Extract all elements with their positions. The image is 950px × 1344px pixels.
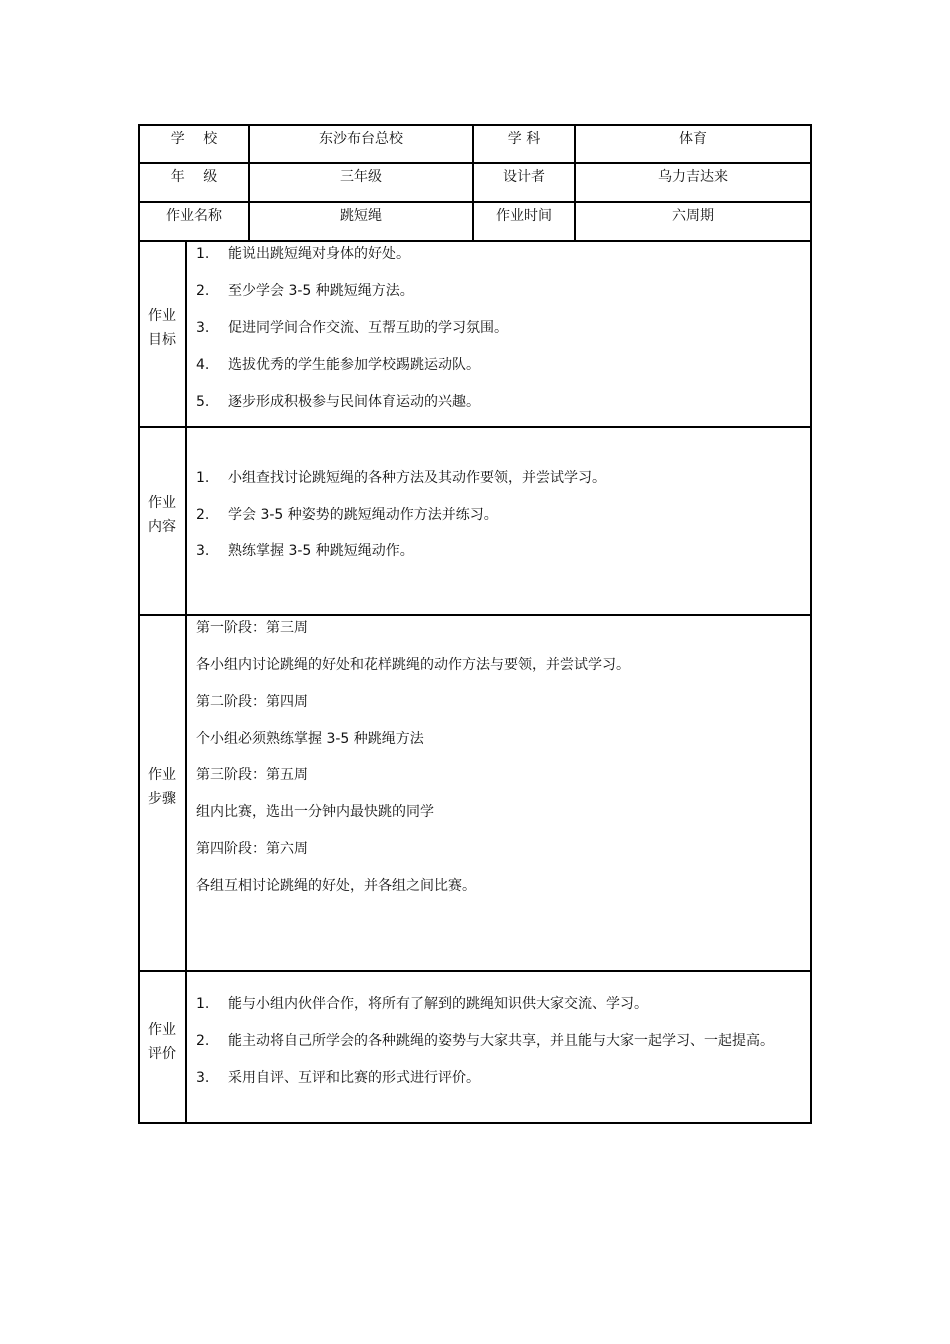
evaluation-item-number: 3. bbox=[196, 1070, 210, 1086]
steps-label-line2: 步骤 bbox=[148, 791, 176, 807]
row-divider bbox=[138, 970, 812, 972]
designer-label: 设计者 bbox=[503, 169, 545, 185]
steps-label bbox=[139, 763, 185, 811]
evaluation-item-number: 1. bbox=[196, 996, 210, 1012]
step-line: 第三阶段：第五周 bbox=[196, 767, 308, 783]
goals-label bbox=[139, 304, 185, 352]
goal-item bbox=[196, 319, 508, 337]
goal-item-text: 逐步形成积极参与民间体育运动的兴趣。 bbox=[228, 394, 480, 410]
designer-value: 乌力吉达来 bbox=[658, 169, 728, 185]
grade-label: 年 级 bbox=[170, 169, 218, 185]
evaluation-label-line1: 作业 bbox=[148, 1022, 176, 1038]
goal-item-text: 能说出跳短绳对身体的好处。 bbox=[228, 246, 410, 262]
content-item-text: 学会 3-5 种姿势的跳短绳动作方法并练习。 bbox=[228, 507, 498, 523]
step-line: 各组互相讨论跳绳的好处，并各组之间比赛。 bbox=[196, 878, 476, 894]
goal-item bbox=[196, 356, 480, 374]
content-item-number: 2. bbox=[196, 507, 210, 523]
goal-item-text: 选拔优秀的学生能参加学校踢跳运动队。 bbox=[228, 357, 480, 373]
content-label-line2: 内容 bbox=[148, 519, 176, 535]
task-name-label: 作业名称 bbox=[166, 208, 222, 224]
content-item-text: 熟练掌握 3-5 种跳短绳动作。 bbox=[228, 543, 414, 559]
grade-value: 三年级 bbox=[340, 169, 382, 185]
step-line: 各小组内讨论跳绳的好处和花样跳绳的动作方法与要领，并尝试学习。 bbox=[196, 657, 630, 673]
goal-item bbox=[196, 282, 414, 300]
evaluation-item bbox=[196, 1069, 480, 1087]
goal-item-text: 促进同学间合作交流、互帮互助的学习氛围。 bbox=[228, 320, 508, 336]
content-item-number: 3. bbox=[196, 543, 210, 559]
content-label-line1: 作业 bbox=[148, 495, 176, 511]
homework-design-table bbox=[138, 124, 812, 1124]
task-time-value: 六周期 bbox=[672, 208, 714, 224]
evaluation-item-number: 2. bbox=[196, 1033, 210, 1049]
goal-item-number: 1. bbox=[196, 246, 210, 262]
goal-item-number: 3. bbox=[196, 320, 210, 336]
goal-item bbox=[196, 245, 410, 263]
subject-label: 学 科 bbox=[507, 131, 541, 147]
content-label bbox=[139, 491, 185, 539]
step-line: 第一阶段：第三周 bbox=[196, 620, 308, 636]
goal-item bbox=[196, 393, 480, 411]
content-item bbox=[196, 469, 606, 487]
subject-value: 体育 bbox=[679, 131, 707, 147]
steps-label-line1: 作业 bbox=[148, 767, 176, 783]
school-value: 东沙布台总校 bbox=[319, 131, 403, 147]
task-name-value: 跳短绳 bbox=[340, 208, 382, 224]
row-divider bbox=[138, 240, 812, 242]
step-line: 组内比赛，选出一分钟内最快跳的同学 bbox=[196, 804, 434, 820]
table-border-left bbox=[138, 124, 140, 1124]
goals-label-line1: 作业 bbox=[148, 308, 176, 324]
table-border-top bbox=[138, 124, 812, 126]
goals-label-line2: 目标 bbox=[148, 332, 176, 348]
goal-item-text: 至少学会 3-5 种跳短绳方法。 bbox=[228, 283, 414, 299]
row-divider bbox=[138, 614, 812, 616]
evaluation-item bbox=[196, 1032, 774, 1050]
task-time-label: 作业时间 bbox=[496, 208, 552, 224]
step-line: 个小组必须熟练掌握 3-5 种跳绳方法 bbox=[196, 731, 424, 747]
goal-item-number: 4. bbox=[196, 357, 210, 373]
row-divider bbox=[138, 426, 812, 428]
step-line: 第四阶段：第六周 bbox=[196, 841, 308, 857]
content-item bbox=[196, 542, 414, 560]
step-line: 第二阶段：第四周 bbox=[196, 694, 308, 710]
content-item-number: 1. bbox=[196, 470, 210, 486]
content-item-text: 小组查找讨论跳短绳的各种方法及其动作要领，并尝试学习。 bbox=[228, 470, 606, 486]
evaluation-item bbox=[196, 995, 648, 1013]
evaluation-item-text: 能主动将自己所学会的各种跳绳的姿势与大家共享，并且能与大家一起学习、一起提高。 bbox=[228, 1033, 774, 1049]
school-label: 学 校 bbox=[170, 131, 218, 147]
evaluation-item-text: 采用自评、互评和比赛的形式进行评价。 bbox=[228, 1070, 480, 1086]
evaluation-label bbox=[139, 1018, 185, 1066]
evaluation-item-text: 能与小组内伙伴合作，将所有了解到的跳绳知识供大家交流、学习。 bbox=[228, 996, 648, 1012]
goal-item-number: 2. bbox=[196, 283, 210, 299]
column-divider bbox=[185, 240, 187, 1124]
table-border-bottom bbox=[138, 1122, 812, 1124]
table-border-right bbox=[810, 124, 812, 1124]
content-item bbox=[196, 506, 498, 524]
row-divider bbox=[138, 201, 812, 203]
row-divider bbox=[138, 162, 812, 164]
goal-item-number: 5. bbox=[196, 394, 210, 410]
evaluation-label-line2: 评价 bbox=[148, 1046, 176, 1062]
